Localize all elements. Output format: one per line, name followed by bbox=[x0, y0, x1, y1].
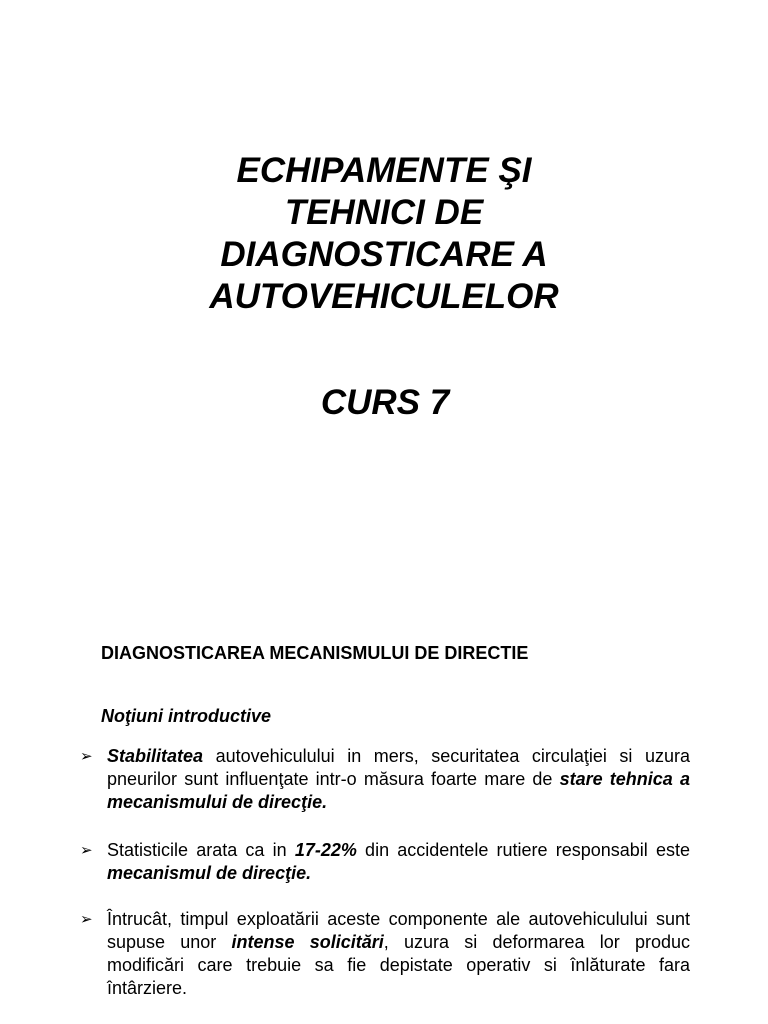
arrowhead-bullet-icon: ➢ bbox=[80, 748, 93, 765]
bullet-item bbox=[80, 908, 690, 1000]
emphasis-text: intense solicitări bbox=[231, 932, 384, 952]
title-line: TEHNICI DE bbox=[284, 193, 484, 232]
arrowhead-bullet-icon: ➢ bbox=[80, 911, 93, 928]
bullet-item bbox=[80, 839, 690, 885]
bullet-item bbox=[80, 745, 690, 814]
title-line: ECHIPAMENTE ŞI bbox=[236, 151, 532, 190]
document-title bbox=[0, 150, 768, 318]
section-heading: DIAGNOSTICAREA MECANISMULUI DE DIRECTIE bbox=[101, 643, 529, 663]
title-line: DIAGNOSTICARE A bbox=[220, 235, 548, 274]
bullet-text bbox=[107, 839, 690, 885]
body-text: , uzura si deformarea lor produc modificări care trebuie sa fie depistate operativ si înlăturate fara întârziere. bbox=[107, 932, 690, 998]
body-text: din accidentele rutiere responsabil este bbox=[356, 840, 690, 860]
body-text: Statisticile arata ca in bbox=[107, 840, 295, 860]
bullet-text bbox=[107, 908, 690, 1000]
course-number: CURS 7 bbox=[320, 383, 450, 422]
emphasis-text: mecanismul de direcţie. bbox=[107, 863, 312, 883]
title-line: AUTOVEHICULELOR bbox=[209, 277, 559, 316]
bullet-text bbox=[107, 745, 690, 814]
arrowhead-bullet-icon: ➢ bbox=[80, 842, 93, 859]
emphasis-text: 17-22% bbox=[294, 840, 357, 860]
body-text: Întrucât, timpul exploatării aceste componente ale autovehiculului sunt supuse unor bbox=[107, 909, 690, 952]
subsection-heading: Noţiuni introductive bbox=[101, 706, 271, 726]
emphasis-text: Stabilitatea bbox=[107, 746, 204, 766]
emphasis-text: stare tehnica a mecanismului de direcţie. bbox=[107, 769, 690, 812]
body-text: autovehiculului in mers, securitatea circulaţiei si uzura pneurilor sunt influenţate intr-o măsura foarte mare de bbox=[107, 746, 690, 789]
